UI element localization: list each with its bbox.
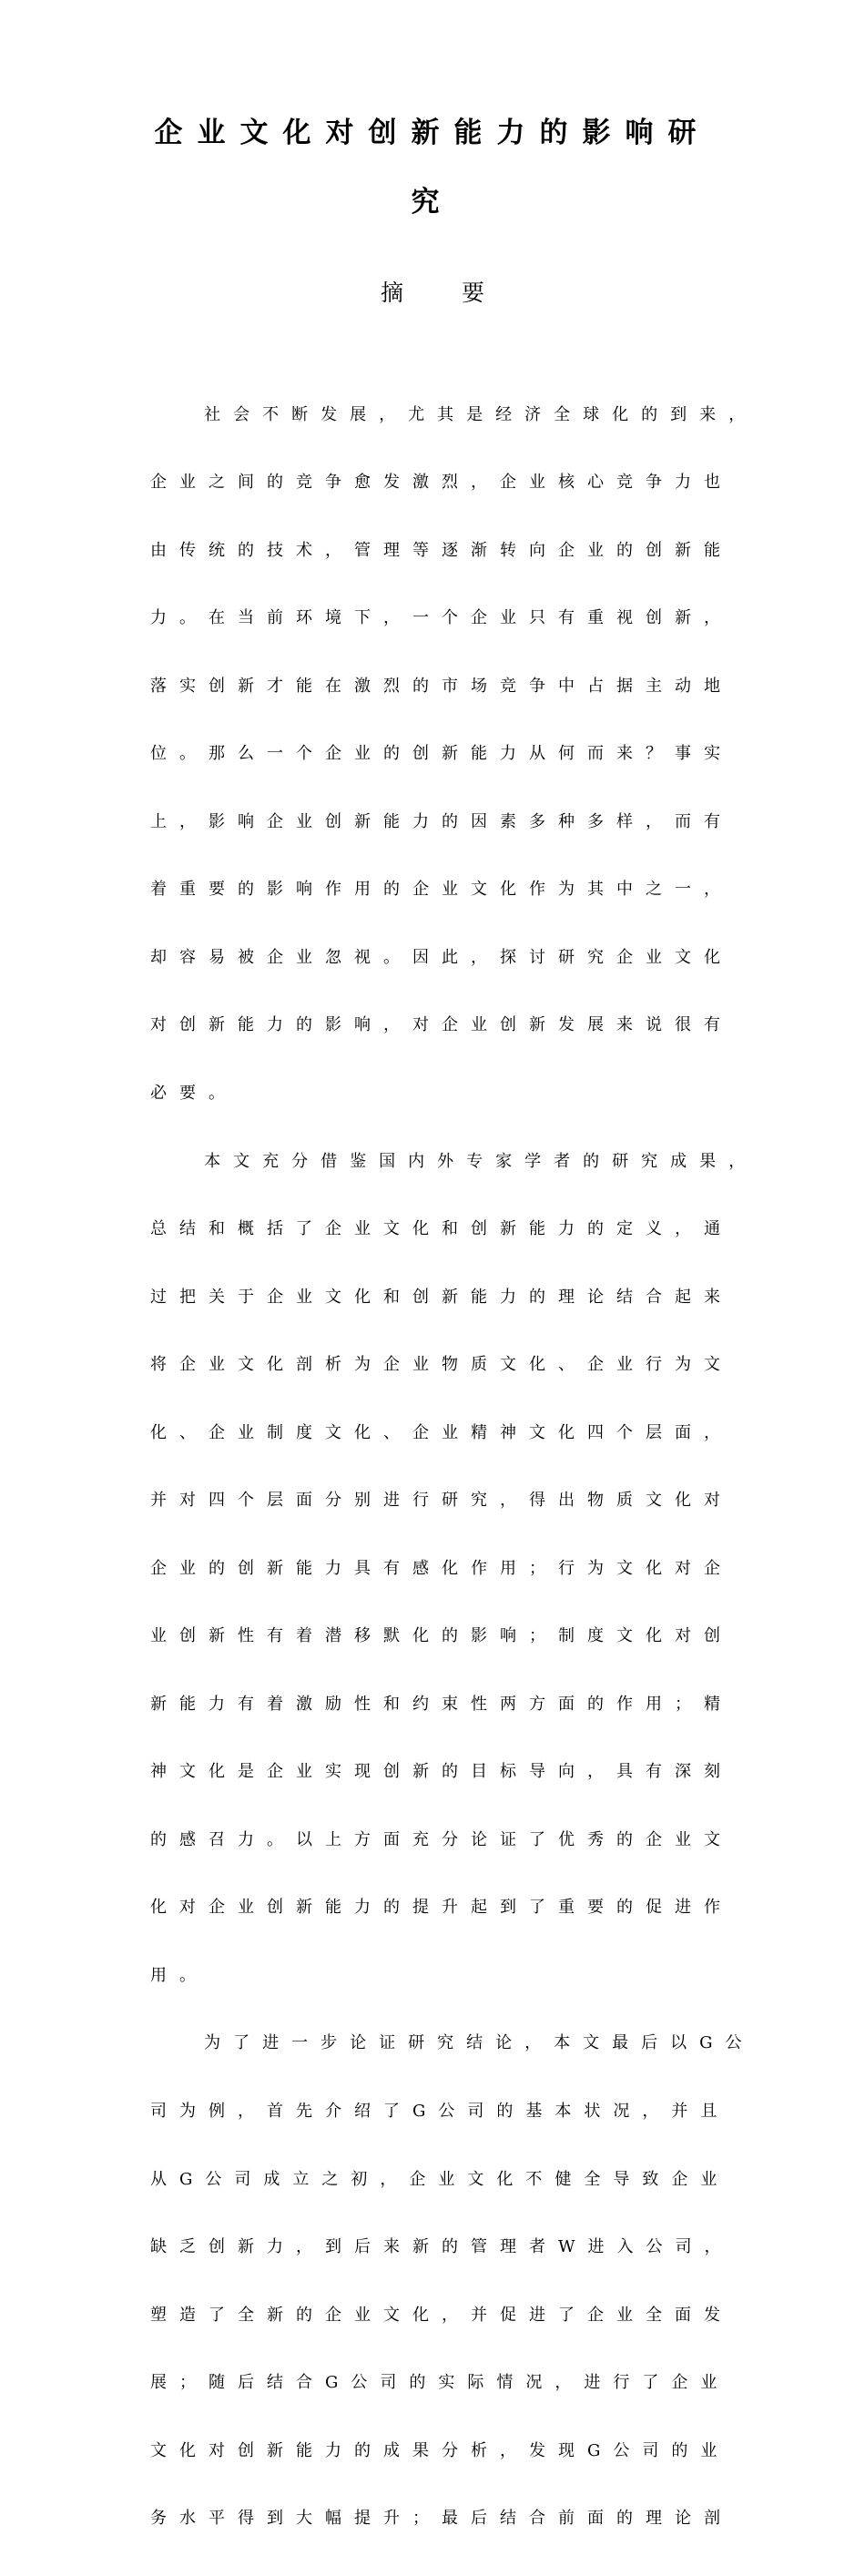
abstract-line: 务水平得到大幅提升；最后结合前面的理论剖 (150, 2509, 733, 2529)
abstract-line: 新能力有着激励性和约束性两方面的作用；精 (150, 1694, 733, 1714)
abstract-line: 神文化是企业实现创新的目标导向，具有深刻 (150, 1762, 733, 1782)
abstract-line: 化、企业制度文化、企业精神文化四个层面， (150, 1422, 733, 1442)
abstract-line: 总结和概括了企业文化和创新能力的定义，通 (150, 1219, 733, 1239)
abstract-line: 从G公司成立之初，企业文化不健全导致企业 (150, 2169, 730, 2189)
abstract-line: 司为例，首先介绍了G公司的基本状况，并且 (150, 2101, 730, 2121)
abstract-line: 必要。 (150, 1084, 238, 1103)
abstract-line: 用。 (150, 1965, 209, 1985)
document-title-line-2: 究 (411, 186, 454, 219)
abstract-line: 对创新能力的影响，对企业创新发展来说很有 (150, 1015, 733, 1035)
abstract-line: 本文充分借鉴国内外专家学者的研究成果， (150, 1151, 758, 1171)
abstract-line: 塑造了全新的企业文化，并促进了企业全面发 (150, 2305, 733, 2325)
abstract-heading-char-2: 要 (462, 280, 485, 306)
abstract-line: 展；随后结合G公司的实际情况，进行了企业 (150, 2373, 730, 2393)
abstract-line: 将企业文化剖析为企业物质文化、企业行为文 (150, 1355, 733, 1375)
abstract-line: 位。那么一个企业的创新能力从何而来？事实 (150, 744, 733, 764)
abstract-line: 落实创新才能在激烈的市场竞争中占据主动地 (150, 676, 733, 696)
abstract-line: 缺乏创新力，到后来新的管理者W进入公司， (150, 2237, 734, 2257)
abstract-line: 着重要的影响作用的企业文化作为其中之一， (150, 880, 733, 900)
abstract-line: 上，影响企业创新能力的因素多种多样，而有 (150, 811, 733, 831)
abstract-line: 企业之间的竞争愈发激烈，企业核心竞争力也 (150, 473, 733, 493)
abstract-heading (0, 278, 865, 309)
abstract-line: 却容易被企业忽视。因此，探讨研究企业文化 (150, 947, 733, 967)
abstract-line: 过把关于企业文化和创新能力的理论结合起来 (150, 1287, 733, 1307)
abstract-line: 企业的创新能力具有感化作用；行为文化对企 (150, 1558, 733, 1578)
abstract-line: 文化对创新能力的成果分析，发现G公司的业 (150, 2440, 730, 2460)
abstract-heading-char-1: 摘 (380, 280, 403, 306)
abstract-line: 业创新性有着潜移默化的影响；制度文化对创 (150, 1626, 733, 1646)
abstract-line: 的感召力。以上方面充分论证了优秀的企业文 (150, 1829, 733, 1849)
abstract-line: 并对四个层面分别进行研究，得出物质文化对 (150, 1491, 733, 1511)
abstract-line: 力。在当前环境下，一个企业只有重视创新， (150, 608, 733, 628)
abstract-line: 由传统的技术，管理等逐渐转向企业的创新能 (150, 540, 733, 560)
abstract-line: 为了进一步论证研究结论，本文最后以G公 (150, 2033, 755, 2053)
document-title-line-1: 企业文化对创新能力的影响研 (154, 117, 711, 149)
abstract-body (150, 359, 778, 2576)
abstract-line: 化对企业创新能力的提升起到了重要的促进作 (150, 1898, 733, 1918)
abstract-line: 社会不断发展，尤其是经济全球化的到来， (150, 404, 758, 424)
